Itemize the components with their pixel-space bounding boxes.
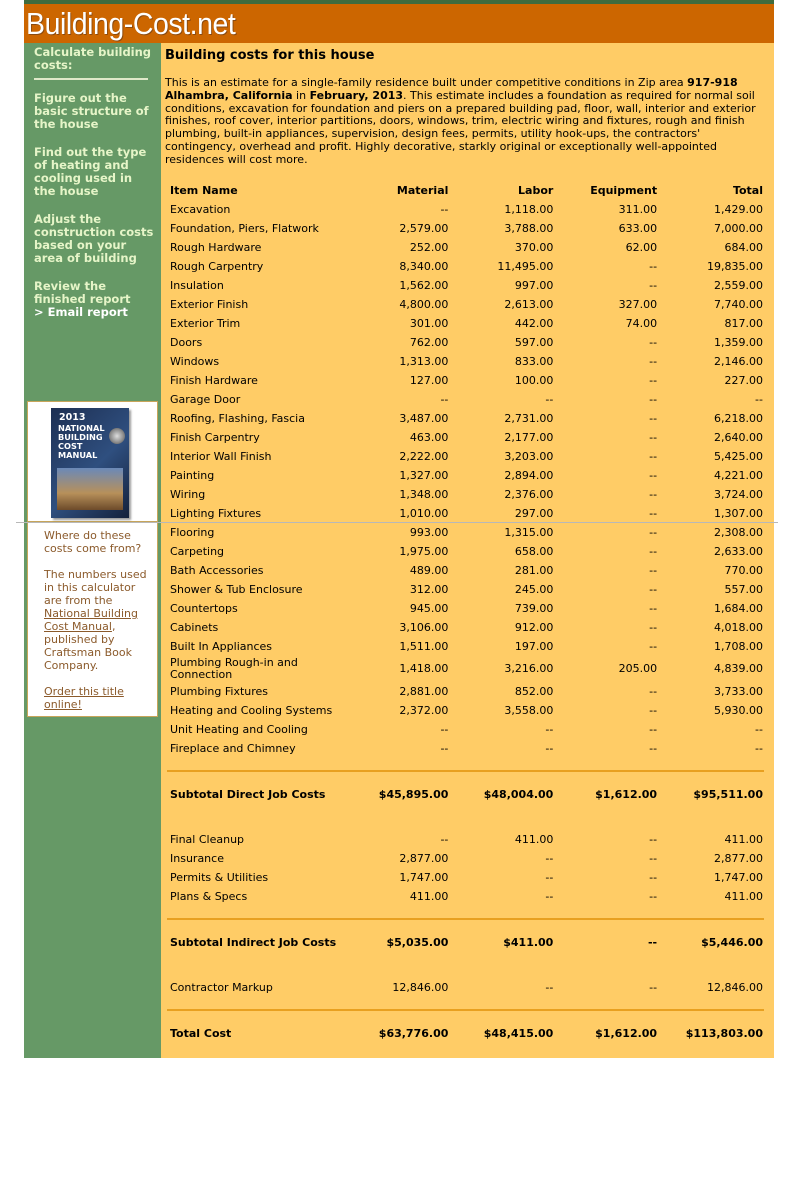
labor-cost: 739.00 xyxy=(514,602,554,615)
labor-cost: 297.00 xyxy=(514,507,554,520)
equipment-cost: -- xyxy=(649,374,658,387)
building-photo xyxy=(57,468,123,510)
sidebar-nav xyxy=(34,46,154,319)
table-row xyxy=(165,849,766,868)
national-building-cost-manual-link[interactable]: National Building Cost Manual xyxy=(44,607,138,633)
table-row xyxy=(165,200,766,219)
total-cost: 227.00 xyxy=(724,374,763,387)
col-equipment: Equipment xyxy=(590,184,658,197)
divider-line xyxy=(167,1009,764,1011)
labor-cost: 411.00 xyxy=(514,833,554,846)
total-cost: 1,708.00 xyxy=(714,640,763,653)
total-cost: 770.00 xyxy=(724,564,763,577)
subtotal-direct-row: Subtotal Direct Job Costs $45,895.00 $48,004.00 $1,612.00 $95,511.00 xyxy=(170,787,763,801)
total-cost: 19,835.00 xyxy=(707,260,763,273)
col-material: Material xyxy=(396,184,449,197)
total-cost: 5,425.00 xyxy=(714,450,763,463)
total-cost: 1,307.00 xyxy=(714,507,763,520)
table-row xyxy=(165,599,766,618)
equipment-cost: -- xyxy=(649,640,658,653)
cost-source-question: Where do these costs come from? xyxy=(44,529,142,555)
equipment-cost: -- xyxy=(649,336,658,349)
material-cost: -- xyxy=(440,723,449,736)
material-cost: 1,418.00 xyxy=(399,661,449,675)
material-cost: 301.00 xyxy=(409,317,449,330)
material-cost: 3,487.00 xyxy=(399,412,449,425)
table-row xyxy=(165,352,766,371)
material-cost: 1,313.00 xyxy=(399,355,449,368)
item-name: Countertops xyxy=(170,602,238,615)
table-row xyxy=(165,580,766,599)
material-cost: 1,975.00 xyxy=(399,545,449,558)
material-cost: 2,372.00 xyxy=(399,704,449,717)
table-row xyxy=(165,637,766,656)
material-cost: 1,511.00 xyxy=(399,640,449,653)
step-review-link[interactable]: Review the finished report xyxy=(34,279,131,306)
equipment-cost: -- xyxy=(649,545,658,558)
page-container xyxy=(24,0,774,1058)
labor-cost: -- xyxy=(545,871,554,884)
labor-cost: 833.00 xyxy=(514,355,554,368)
equipment-cost: -- xyxy=(649,742,658,755)
equipment-cost: -- xyxy=(649,723,658,736)
item-name: Roofing, Flashing, Fascia xyxy=(170,412,305,425)
item-name: Heating and Cooling Systems xyxy=(170,704,333,717)
cost-table xyxy=(165,181,766,1044)
labor-cost: 245.00 xyxy=(514,583,554,596)
table-row xyxy=(165,314,766,333)
total-cost: 1,747.00 xyxy=(714,871,763,884)
labor-cost: 997.00 xyxy=(514,279,554,292)
labor-cost: 442.00 xyxy=(514,317,554,330)
table-row xyxy=(165,219,766,238)
material-cost: 411.00 xyxy=(409,890,449,903)
table-row xyxy=(165,887,766,906)
item-name: Painting xyxy=(170,469,215,482)
material-cost: 1,562.00 xyxy=(399,279,449,292)
item-name: Carpeting xyxy=(170,545,225,558)
material-cost: 463.00 xyxy=(409,431,449,444)
total-cost: 817.00 xyxy=(724,317,763,330)
item-name: Insulation xyxy=(170,279,224,292)
item-name: Final Cleanup xyxy=(170,833,245,846)
total-cost: 1,429.00 xyxy=(714,203,763,216)
item-name: Shower & Tub Enclosure xyxy=(170,583,303,596)
divider-line xyxy=(167,770,764,772)
estimate-date: February, 2013 xyxy=(309,88,404,102)
material-cost: 1,327.00 xyxy=(399,469,449,482)
labor-cost: 3,788.00 xyxy=(504,222,554,235)
item-name: Bath Accessories xyxy=(170,564,264,577)
total-cost: 411.00 xyxy=(724,833,763,846)
table-row xyxy=(165,371,766,390)
material-cost: 2,579.00 xyxy=(399,222,449,235)
material-cost: 8,340.00 xyxy=(399,260,449,273)
labor-cost: 1,315.00 xyxy=(504,526,554,539)
equipment-cost: -- xyxy=(649,469,658,482)
table-row xyxy=(165,504,766,523)
table-row xyxy=(165,257,766,276)
col-item-name: Item Name xyxy=(170,184,238,197)
table-row xyxy=(165,295,766,314)
equipment-cost: -- xyxy=(649,583,658,596)
table-row xyxy=(165,618,766,637)
material-cost: -- xyxy=(440,833,449,846)
material-cost: 1,348.00 xyxy=(399,488,449,501)
material-cost: 2,877.00 xyxy=(399,852,449,865)
total-cost: 684.00 xyxy=(724,241,763,254)
divider-line xyxy=(167,918,764,920)
sidebar xyxy=(24,43,161,1058)
equipment-cost: 327.00 xyxy=(618,298,658,311)
cost-source-description: The numbers used in this calculator are from the National Building Cost Manual, published by Craftsman Book Company. xyxy=(44,568,147,672)
col-total: Total xyxy=(732,184,763,197)
sidebar-title: Calculate building costs: xyxy=(34,45,152,72)
table-row xyxy=(165,428,766,447)
table-row xyxy=(165,409,766,428)
item-name: Interior Wall Finish xyxy=(170,450,272,463)
material-cost: 993.00 xyxy=(409,526,449,539)
labor-cost: -- xyxy=(545,742,554,755)
table-row xyxy=(165,485,766,504)
equipment-cost: -- xyxy=(649,685,658,698)
equipment-cost: 205.00 xyxy=(618,661,658,675)
table-row xyxy=(165,523,766,542)
book-cover-image[interactable] xyxy=(51,408,129,518)
total-cost: 4,839.00 xyxy=(714,661,763,675)
item-name: Rough Hardware xyxy=(170,241,262,254)
item-name: Plumbing Rough-in and Connection xyxy=(170,655,298,681)
total-cost: 6,218.00 xyxy=(714,412,763,425)
indirect-costs xyxy=(165,830,766,906)
equipment-cost: -- xyxy=(649,260,658,273)
total-cost: 3,733.00 xyxy=(714,685,763,698)
labor-cost: -- xyxy=(545,890,554,903)
material-cost: 1,010.00 xyxy=(399,507,449,520)
total-cost: 2,640.00 xyxy=(714,431,763,444)
book-title: NATIONAL BUILDING COST MANUAL xyxy=(58,423,105,460)
item-name: Rough Carpentry xyxy=(170,260,264,273)
material-cost: 2,222.00 xyxy=(399,450,449,463)
order-title-link[interactable]: Order this title online! xyxy=(44,685,124,711)
item-name: Plans & Specs xyxy=(170,890,248,903)
direct-costs xyxy=(165,200,766,758)
labor-cost: 912.00 xyxy=(514,621,554,634)
item-name: Fireplace and Chimney xyxy=(170,742,296,755)
total-cost: 1,359.00 xyxy=(714,336,763,349)
material-cost: 312.00 xyxy=(409,583,449,596)
total-cost-row: Total Cost $63,776.00 $48,415.00 $1,612.00 $113,803.00 xyxy=(170,1026,763,1040)
equipment-cost: -- xyxy=(649,852,658,865)
table-row xyxy=(165,830,766,849)
item-name: Plumbing Fixtures xyxy=(170,685,269,698)
labor-cost: 1,118.00 xyxy=(504,203,554,216)
table-row xyxy=(165,333,766,352)
cost-source-box xyxy=(27,522,158,717)
equipment-cost: -- xyxy=(649,833,658,846)
page-title: Building costs for this house xyxy=(165,48,375,63)
total-cost: 2,146.00 xyxy=(714,355,763,368)
step-adjust-link[interactable]: Adjust the construction costs based on your area of building xyxy=(34,212,154,265)
table-row xyxy=(165,720,766,739)
material-cost: 3,106.00 xyxy=(399,621,449,634)
labor-cost: 3,203.00 xyxy=(504,450,554,463)
total-cost: 4,221.00 xyxy=(714,469,763,482)
table-row xyxy=(165,656,766,682)
material-cost: 1,747.00 xyxy=(399,871,449,884)
labor-cost: 2,177.00 xyxy=(504,431,554,444)
equipment-cost: -- xyxy=(649,526,658,539)
total-cost: 2,633.00 xyxy=(714,545,763,558)
item-name: Permits & Utilities xyxy=(170,871,269,884)
labor-cost: 3,216.00 xyxy=(504,661,554,675)
table-row xyxy=(165,542,766,561)
equipment-cost: -- xyxy=(649,890,658,903)
total-cost: -- xyxy=(755,742,763,755)
total-cost: 1,684.00 xyxy=(714,602,763,615)
equipment-cost: 311.00 xyxy=(618,203,658,216)
direct-subtotal-section xyxy=(165,758,766,830)
equipment-cost: -- xyxy=(649,871,658,884)
item-name: Insurance xyxy=(170,852,224,865)
table-header xyxy=(165,181,766,200)
total-cost: -- xyxy=(755,723,763,736)
equipment-cost: -- xyxy=(649,564,658,577)
labor-cost: -- xyxy=(545,852,554,865)
equipment-cost: -- xyxy=(649,450,658,463)
labor-cost: 2,731.00 xyxy=(504,412,554,425)
labor-cost: 2,894.00 xyxy=(504,469,554,482)
equipment-cost: 633.00 xyxy=(618,222,658,235)
total-cost: 2,308.00 xyxy=(714,526,763,539)
material-cost: 2,881.00 xyxy=(399,685,449,698)
total-cost: 5,930.00 xyxy=(714,704,763,717)
step-heating-link[interactable]: Find out the type of heating and cooling used in the house xyxy=(34,145,147,198)
total-cost: 7,740.00 xyxy=(714,298,763,311)
cost-source-text xyxy=(44,529,154,724)
item-name: Exterior Finish xyxy=(170,298,249,311)
book-promo[interactable] xyxy=(27,401,158,522)
material-cost: 762.00 xyxy=(409,336,449,349)
material-cost: 127.00 xyxy=(409,374,449,387)
material-cost: -- xyxy=(440,742,449,755)
material-cost: 4,800.00 xyxy=(399,298,449,311)
labor-cost: -- xyxy=(545,723,554,736)
labor-cost: 100.00 xyxy=(514,374,554,387)
item-name: Wiring xyxy=(170,488,206,501)
total-cost: 2,877.00 xyxy=(714,852,763,865)
total-cost: 411.00 xyxy=(724,890,763,903)
equipment-cost: -- xyxy=(649,507,658,520)
material-cost: 252.00 xyxy=(409,241,449,254)
item-name: Garage Door xyxy=(170,393,241,406)
item-name: Cabinets xyxy=(170,621,219,634)
item-name: Flooring xyxy=(170,526,215,539)
equipment-cost: -- xyxy=(649,602,658,615)
table-row xyxy=(165,466,766,485)
equipment-cost: -- xyxy=(649,488,658,501)
col-labor: Labor xyxy=(518,184,554,197)
page-divider xyxy=(16,522,778,523)
table-row xyxy=(165,390,766,409)
labor-cost: -- xyxy=(545,393,554,406)
material-cost: 945.00 xyxy=(409,602,449,615)
equipment-cost: -- xyxy=(649,704,658,717)
equipment-cost: -- xyxy=(649,431,658,444)
site-logo[interactable]: Building-Cost.net xyxy=(26,6,236,41)
item-name: Finish Hardware xyxy=(170,374,258,387)
subtotal-indirect-row: Subtotal Indirect Job Costs $5,035.00 $411.00 -- $5,446.00 xyxy=(170,935,763,949)
total-cost: -- xyxy=(755,393,763,406)
labor-cost: 2,376.00 xyxy=(504,488,554,501)
item-name: Windows xyxy=(170,355,220,368)
labor-cost: 281.00 xyxy=(514,564,554,577)
equipment-cost: 74.00 xyxy=(625,317,658,330)
table-row xyxy=(165,561,766,580)
item-name: Built In Appliances xyxy=(170,640,273,653)
equipment-cost: 62.00 xyxy=(625,241,658,254)
labor-cost: 3,558.00 xyxy=(504,704,554,717)
site-banner xyxy=(24,4,774,43)
labor-cost: 370.00 xyxy=(514,241,554,254)
labor-cost: 197.00 xyxy=(514,640,554,653)
book-year: 2013 xyxy=(59,412,86,423)
table-row xyxy=(165,701,766,720)
material-cost: 489.00 xyxy=(409,564,449,577)
sidebar-divider xyxy=(34,78,148,80)
item-name: Unit Heating and Cooling xyxy=(170,723,308,736)
table-row xyxy=(165,238,766,257)
equipment-cost: -- xyxy=(649,621,658,634)
material-cost: -- xyxy=(440,393,449,406)
item-name: Excavation xyxy=(170,203,231,216)
table-row xyxy=(165,868,766,887)
total-cost: 3,724.00 xyxy=(714,488,763,501)
table-row xyxy=(165,682,766,701)
equipment-cost: -- xyxy=(649,412,658,425)
total-cost: 7,000.00 xyxy=(714,222,763,235)
total-cost: 557.00 xyxy=(724,583,763,596)
equipment-cost: -- xyxy=(649,279,658,292)
item-name: Finish Carpentry xyxy=(170,431,260,444)
main-content xyxy=(161,43,774,1058)
item-name: Foundation, Piers, Flatwork xyxy=(170,222,319,235)
item-name: Exterior Trim xyxy=(170,317,241,330)
zip-area: 917-918 Alhambra, California xyxy=(165,76,738,102)
total-cost: 2,559.00 xyxy=(714,279,763,292)
equipment-cost: -- xyxy=(649,393,658,406)
step-email-report-link[interactable]: > Email report xyxy=(34,305,128,319)
labor-cost: 597.00 xyxy=(514,336,554,349)
total-cost: 4,018.00 xyxy=(714,621,763,634)
step-structure-link[interactable]: Figure out the basic structure of the house xyxy=(34,91,149,131)
table-row xyxy=(165,276,766,295)
equipment-cost: -- xyxy=(649,355,658,368)
table-row xyxy=(165,739,766,758)
indirect-subtotal-section xyxy=(165,906,766,1044)
estimate-description: This is an estimate for a single-family residence built under competitive conditions in Zip area 917-918 Alhambra, California in February, 2013. This estimate includes a foundation as required for normal soil conditions, excavation for foundation and piers on a prepared building pad, floor, wall, interior and exterior finishes, roof cover, interior partitions, doors, windows, trim, electric wiring and fixtures, rough and finish plumbing, built-in appliances, supervision, design fees, permits, utility hook-ups, the contractors' contingency, overhead and profit. Highly decorative, starkly original or exceptionally well-appointed residences will cost more. xyxy=(165,76,756,166)
item-name: Lighting Fixtures xyxy=(170,507,262,520)
table-row xyxy=(165,447,766,466)
contractor-markup-row: Contractor Markup 12,846.00 -- -- 12,846.00 xyxy=(170,981,763,994)
labor-cost: 852.00 xyxy=(514,685,554,698)
labor-cost: 11,495.00 xyxy=(497,260,554,273)
labor-cost: 2,613.00 xyxy=(504,298,554,311)
material-cost: -- xyxy=(440,203,449,216)
labor-cost: 658.00 xyxy=(514,545,554,558)
item-name: Doors xyxy=(170,336,203,349)
